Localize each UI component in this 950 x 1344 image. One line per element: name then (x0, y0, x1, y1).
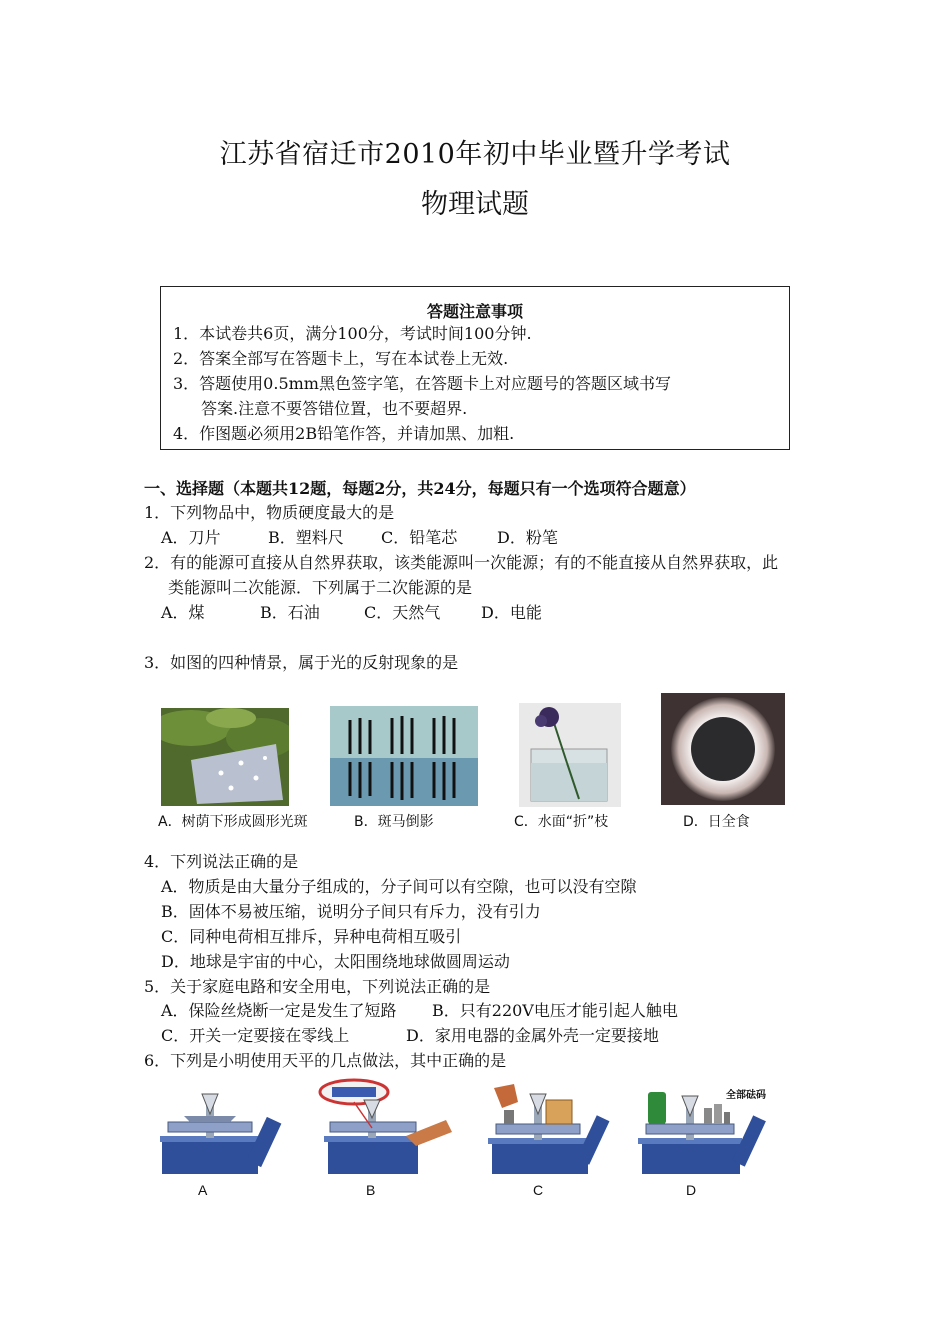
solar-eclipse-picture (661, 693, 785, 805)
zebra-reflection-picture (330, 706, 478, 806)
q4-option-d: D．地球是宇宙的中心，太阳围绕地球做圆周运动 (161, 952, 510, 971)
q6-label-c: C (533, 1182, 544, 1198)
q5-option-a: A．保险丝烧断一定是发生了短路 (161, 1001, 397, 1020)
balance-picture-b (316, 1078, 456, 1176)
notice-line-3-cont: 答案.注意不要答错位置，也不要超界. (201, 399, 468, 418)
q2-option-a: A．煤 (161, 603, 205, 622)
notice-box (160, 286, 790, 450)
q6-label-a: A (198, 1182, 208, 1198)
q3-caption-c: C．水面“折”枝 (514, 814, 609, 830)
balance-picture-d (638, 1086, 778, 1176)
exam-title: 江苏省宿迁市2010年初中毕业暨升学考试 (219, 139, 731, 170)
notice-line-4: 4．作图题必须用2B铅笔作答，并请加黑、加粗. (173, 424, 515, 443)
q1-option-a: A．刀片 (161, 528, 221, 547)
q3-stem: 3．如图的四种情景，属于光的反射现象的是 (144, 653, 459, 672)
q2-option-d: D．电能 (481, 603, 542, 622)
q2-option-c: C．天然气 (364, 603, 441, 622)
q2-option-b: B．石油 (260, 603, 320, 622)
q5-stem: 5．关于家庭电路和安全用电，下列说法正确的是 (144, 977, 491, 996)
q1-option-c: C．铅笔芯 (381, 528, 458, 547)
q1-option-d: D．粉笔 (497, 528, 558, 547)
section-heading: 一、选择题（本题共12题，每题2分，共24分，每题只有一个选项符合题意） (144, 479, 696, 498)
notice-line-2: 2．答案全部写在答题卡上，写在本试卷上无效. (173, 349, 509, 368)
q6-label-d: D (686, 1182, 697, 1198)
q3-caption-b: B．斑马倒影 (354, 814, 434, 830)
balance-picture-a (160, 1090, 285, 1176)
balance-picture-c (488, 1082, 618, 1176)
q3-caption-a: A．树荫下形成圆形光斑 (158, 814, 308, 830)
q6-label-b: B (366, 1182, 376, 1198)
q3-caption-d: D．日全食 (683, 814, 750, 830)
q5-option-c: C．开关一定要接在零线上 (161, 1026, 350, 1045)
q4-option-b: B．固体不易被压缩，说明分子间只有斥力，没有引力 (161, 902, 541, 921)
exam-subtitle: 物理试题 (421, 189, 529, 220)
q5-option-b: B．只有220V电压才能引起人触电 (432, 1001, 678, 1020)
q2-stem-1: 2．有的能源可直接从自然界获取，该类能源叫一次能源；有的不能直接从自然界获取，此 (144, 553, 779, 572)
q1-stem: 1．下列物品中，物质硬度最大的是 (144, 503, 395, 522)
q2-stem-2: 类能源叫二次能源．下列属于二次能源的是 (168, 578, 473, 597)
bent-stick-picture (519, 703, 621, 807)
q6-stem: 6．下列是小明使用天平的几点做法，其中正确的是 (144, 1051, 507, 1070)
notice-line-1: 1．本试卷共6页，满分100分，考试时间100分钟. (173, 324, 532, 343)
q4-stem: 4．下列说法正确的是 (144, 852, 299, 871)
q4-option-c: C．同种电荷相互排斥，异种电荷相互吸引 (161, 927, 462, 946)
notice-heading: 答题注意事项 (426, 302, 523, 321)
notice-line-3: 3．答题使用0.5mm黑色签字笔，在答题卡上对应题号的答题区域书写 (173, 374, 671, 393)
q5-option-d: D．家用电器的金属外壳一定要接地 (406, 1026, 659, 1045)
q1-option-b: B．塑料尺 (268, 528, 344, 547)
leaf-shadow-picture (161, 708, 289, 806)
q4-option-a: A．物质是由大量分子组成的，分子间可以有空隙，也可以没有空隙 (161, 877, 637, 896)
all-weights-note: 全部砝码 (726, 1090, 766, 1101)
